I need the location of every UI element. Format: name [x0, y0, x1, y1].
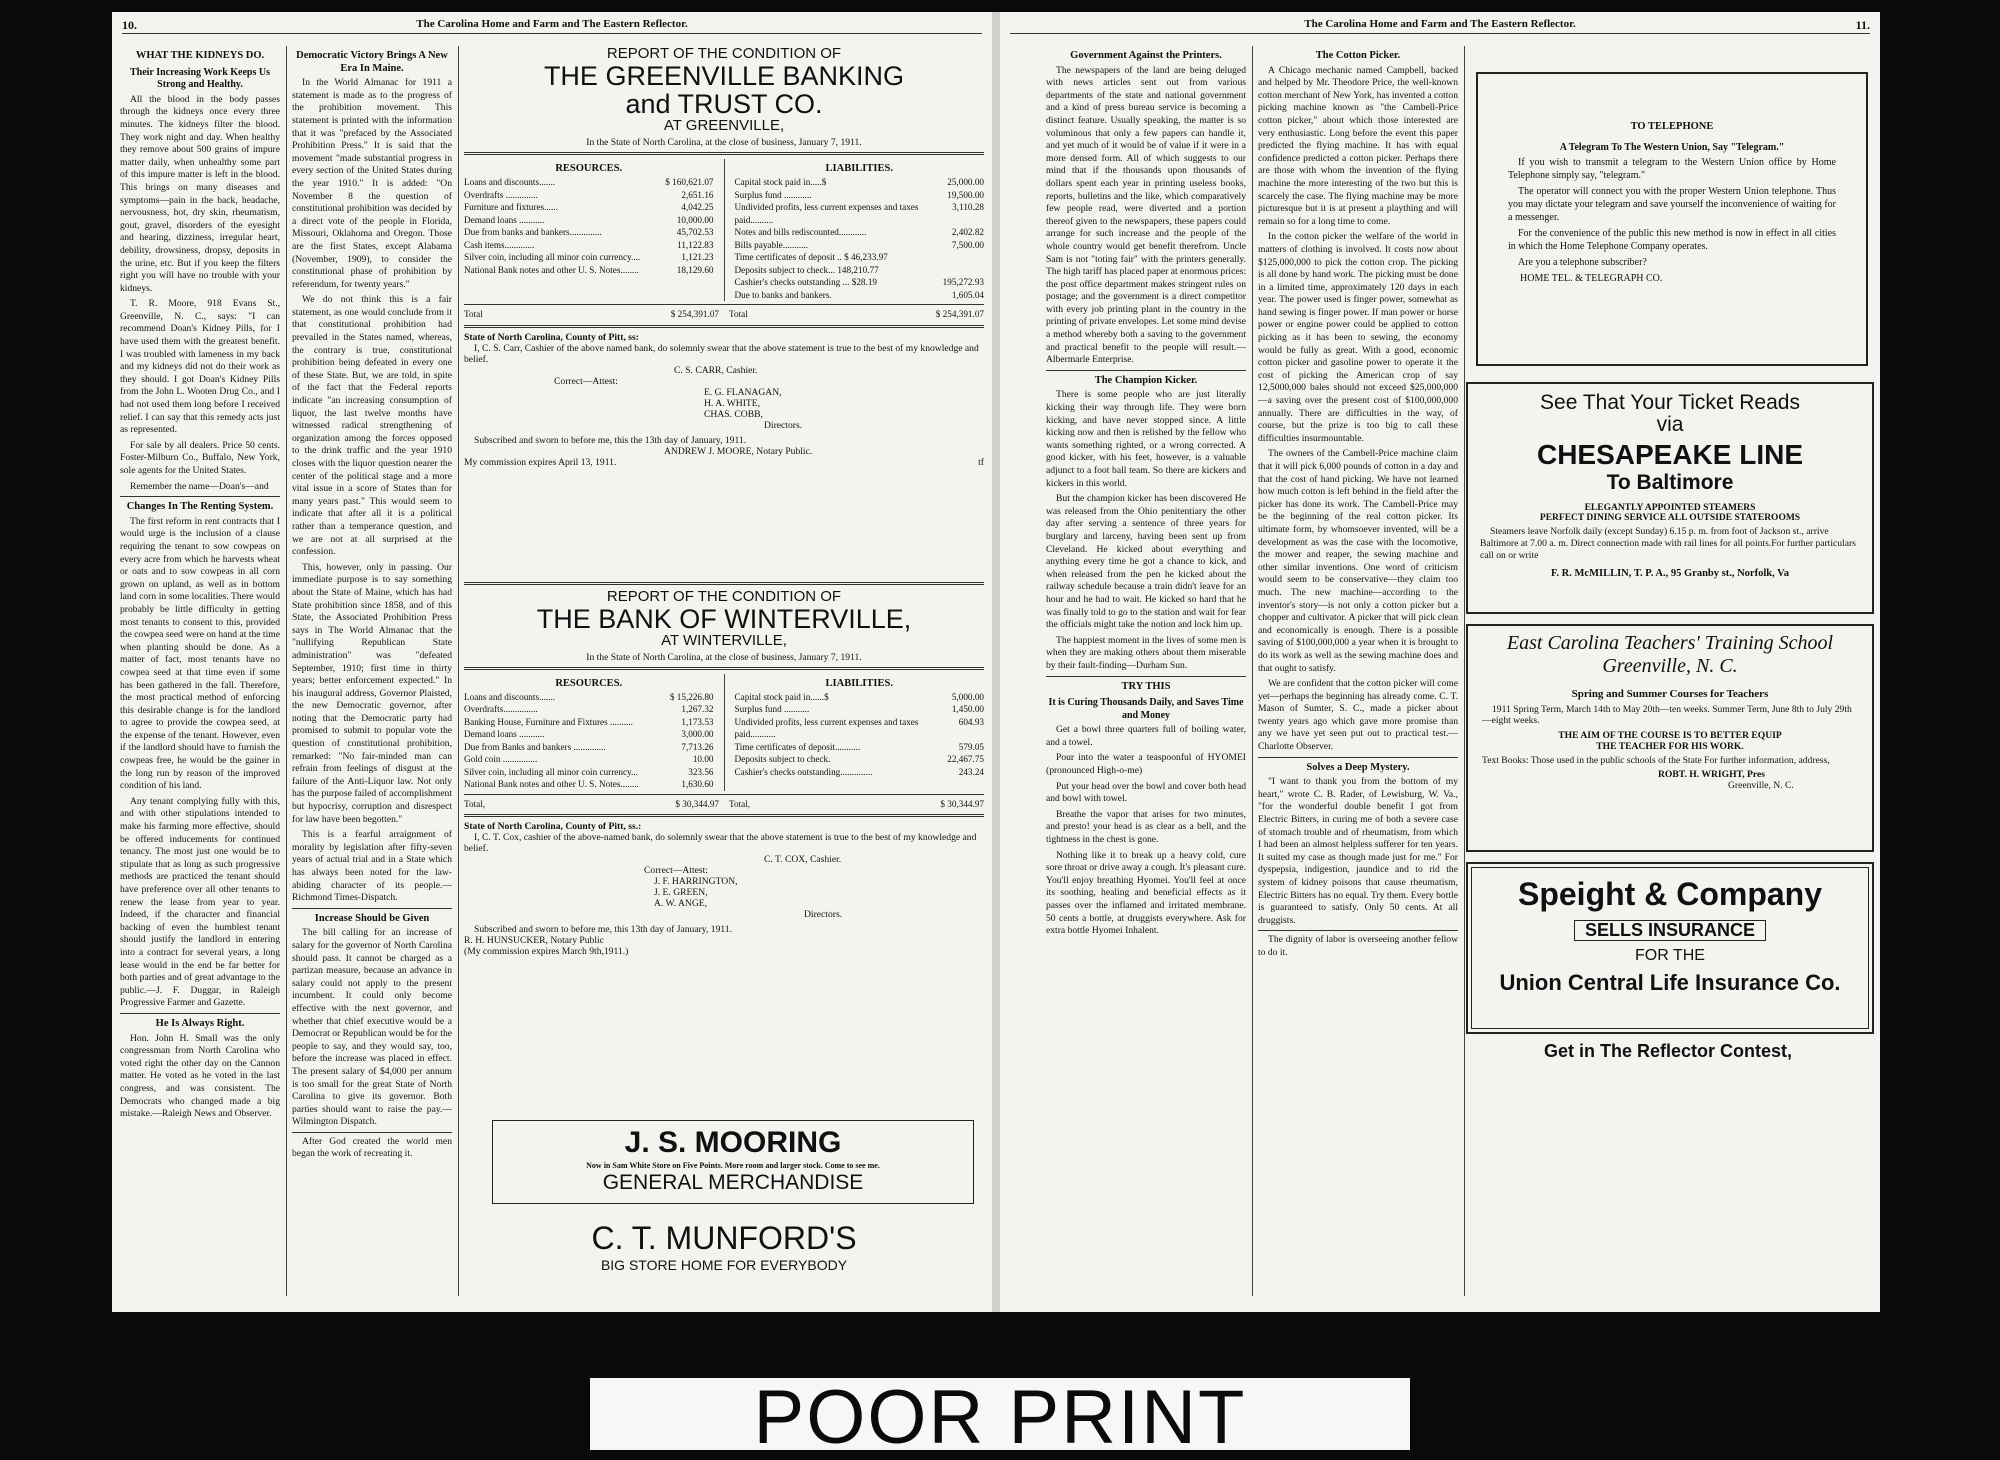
- democratic-title: Democratic Victory Brings A New Era In Maine.: [296, 50, 448, 74]
- school-place: Greenville, N. C.: [1602, 655, 1738, 677]
- bank1-attest: Correct—Attest:: [554, 375, 618, 387]
- ledger-row: [464, 728, 714, 741]
- bank2-director: A. W. ANGE,: [654, 898, 708, 910]
- bank1-resources: [464, 159, 714, 301]
- democratic-paragraph: In the World Almanac for 1911 a statement is made as to the progress of the prohibition movement. This statement is printed with the information that it was "prefaced by the Associated Prohibition Press." It is said that the movement "made substantial progress in every section of the United States during the year 1910." It is added: "On November 8 the question of constitutional prohibition was decided by a direct vote of the people in Florida, Missouri, Oklahoma and Oregon. Those are the first States, except Alabama (November, 1909), to consider the constitutional phase of prohibition by referendum, for twenty years.": [292, 77, 452, 290]
- mystery-paragraph: "I want to thank you from the bottom of my heart," wrote C. B. Rader, of Lewisburg, W. Va., "for the wonderful double benefit I got from Electric Bitters, in curing me of both a severe case of stomach trouble and of rheumatism, from which I had been an almost helpless sufferer for ten years. It suited my case as though made just for me." For dyspepsia, indigestion, jaundice and to rid the system of kidney poisons that cause rheumatism, Electric Bitters has no equal. Try them. Every bottle is guaranteed to satisfy. Only 50 cents. At all druggists.: [1258, 776, 1458, 926]
- chesapeake-dining: PERFECT DINING SERVICE ALL OUTSIDE STATEROOMS: [1539, 512, 1801, 523]
- ledger-row: [735, 201, 985, 226]
- ledger-amount: 1,605.04: [951, 289, 984, 300]
- school-books: Text Books: Those used in the public schools of the State For further information, address,: [1482, 755, 1830, 766]
- bank2-attest: Correct—Attest:: [644, 865, 708, 877]
- speight-for: FOR THE: [1635, 947, 1705, 965]
- ledger-amount: 1,173.53: [681, 716, 714, 727]
- munford-name: C. T. MUNFORD'S: [591, 1220, 857, 1256]
- kicker-paragraph: There is some people who are just literally kicking their way through life. They were born kicking, and have never stopped since. A little kicking now and then is relished by the fellow who wants something righted, or a wrong corrected. A good kicker, with his feet, however, is a valuable adjunct to a foot ball team. So there are kickers and kickers in this world.: [1046, 389, 1246, 489]
- left-page: [112, 12, 992, 1312]
- ledger-row: [464, 703, 714, 716]
- telephone-title: TO TELEPHONE: [1630, 121, 1714, 132]
- ledger-row: [464, 264, 714, 277]
- kidneys-paragraph: Remember the name—Doan's—and: [130, 480, 269, 492]
- ledger-amount: 5,000.00: [951, 691, 984, 702]
- bank1-oath-heading: State of North Carolina, County of Pitt, ss:: [464, 331, 639, 343]
- ledger-row: [464, 778, 714, 791]
- ledger-amount: 1,267.32: [681, 704, 714, 715]
- ledger-item: Cashier's checks outstanding ... $28.19: [734, 277, 878, 288]
- ledger-item: Surplus fund ...........: [734, 704, 810, 715]
- bank2-directors-label: Directors.: [804, 909, 843, 921]
- ledger-row: [464, 251, 714, 264]
- bank2-resources: [464, 674, 714, 791]
- telephone-signature: HOME TEL. & TELEGRAPH CO.: [1520, 273, 1663, 284]
- cotton-paragraph: We are confident that the cotton picker will come yet—perhaps the beginning has already come. C. T. Mason of Sumter, S. C., made a picker about twenty years ago which gave more promise than any we have yet seen put out to practical test.—Charlotte Observer.: [1258, 678, 1458, 753]
- telephone-subtitle: A Telegram To The Western Union, Say "Telegram.": [1559, 142, 1785, 153]
- mooring-line: Now in Sam White Store on Five Points. More room and larger stock. Come to see me.: [586, 1160, 880, 1170]
- increase-paragraph: The bill calling for an increase of salary for the governor of North Carolina should pass. It cannot be charged as a partizan measure, because an advance in salary could not apply to the present incumbent. It could only become effective with the next governor, and whether that chief executive would be a Democrat or Republican would be for the people to say, and they would say, too, before the increase was placed in effect. The present salary of $4,000 per annum is too small for the great State of North Carolina to give its governor. Both parties should want to raise the pay.—Wilmington Dispatch.: [292, 927, 452, 1128]
- bank2-total: $ 30,344.97: [675, 798, 719, 809]
- ledger-item: Cashier's checks outstanding..............: [734, 766, 873, 777]
- mystery-paragraph: The dignity of labor is overseeing another fellow to do it.: [1258, 934, 1458, 958]
- bank1-resources-heading: RESOURCES.: [555, 163, 623, 175]
- munford-ad: [464, 1222, 984, 1272]
- kidneys-paragraph: All the blood in the body passes through the kidneys once every three minutes. The kidneys filter the blood. They work night and day. When healthy they remove about 500 grains of impure matter daily, when unhealthy some part of this impure matter is left in the blood. This brings on many diseases and symptoms—pain in the back, headache, nervousness, hot, dry skin, rheumatism, gout, gravel, disorders of the eyesight and hearing, dizziness, irregular heart, debility, drowsiness, dropsy, deposits in the urine, etc. But if you keep the filters right you will have no trouble with your kidneys.: [120, 93, 280, 294]
- bank1-name-2: and TRUST CO.: [625, 89, 823, 120]
- ledger-item: Undivided profits, less current expenses and taxes paid..........: [734, 202, 919, 225]
- ledger-item: Time certificates of deposit .. $ 46,233.97: [734, 252, 888, 263]
- left-running-head: [122, 18, 982, 34]
- bank1-oath: I, C. S. Carr, Cashier of the above named bank, do solemnly swear that the above statement is true to the best of my knowledge and belief.: [464, 342, 979, 365]
- left-column-1: [120, 46, 280, 1296]
- ledger-item: Surplus fund ............: [734, 189, 812, 200]
- bank1-state-line: In the State of North Carolina, at the close of business, January 7, 1911.: [586, 137, 862, 149]
- ledger-row: [464, 753, 714, 766]
- bank2-oath: I, C. T. Cox, cashier of the above-named bank, do solemnly swear that the above statement is true to the best of my knowledge and belief.: [464, 832, 977, 855]
- kidneys-paragraph: T. R. Moore, 918 Evans St., Greenville, N. C., says: "I can recommend Doan's Kidney Pills, for I have used them with the greatest benefit. I was troubled with lameness in my back and my kidneys did not do their work as they should. I got Doan's Kidney Pills from the John L. Wooten Drug Co., and I had not used them long before I received relief. I can say that this remedy acts just as represented.: [120, 298, 280, 436]
- bank1-report-label: REPORT OF THE CONDITION OF: [606, 45, 842, 62]
- ledger-item: Demand loans ...........: [464, 729, 545, 740]
- ledger-amount: 18,129.60: [676, 264, 714, 275]
- ledger-amount: 604.93: [958, 716, 984, 727]
- ledger-item: Notes and bills rediscounted............: [734, 227, 867, 238]
- bank1-director: E. G. FLANAGAN,: [704, 386, 782, 398]
- ledger-amount: 19,500.00: [947, 189, 984, 200]
- school-courses: Spring and Summer Courses for Teachers: [1571, 688, 1769, 700]
- ledger-amount: 1,121.23: [681, 252, 714, 263]
- ledger-amount: 25,000.00: [947, 177, 984, 188]
- bank1-sworn: Subscribed and sworn to before me, this the 13th day of January, 1911.: [474, 434, 747, 446]
- ledger-amount: $ 15,226.80: [669, 691, 714, 702]
- school-aim-2: THE TEACHER FOR HIS WORK.: [1596, 741, 1744, 752]
- try-this-paragraph: Put your head over the bowl and cover both head and bowl with towel.: [1046, 780, 1246, 805]
- cotton-paragraph: The owners of the Cambell-Price machine claim that it will pick 6,000 pounds of cotton in a day and that the cost of hand picking. We have not learned how much cotton is left behind in the field after the picker has done its work. The Cambell-Price may be the beginning of the real cotton picker. Its ultimate form, by whomsoever invented, will be a development as was the case with the locomotive, the mower and reaper, the sewing machine and other similar inventions. One word of criticism would seem to be conservative—they claim too much. The new machine—according to the inventor's story—is not only a cotton picker but a chopper and cultivator. A picker that will pick clean and economically is enough. There is a possible saving of $100,000,000 a year when it is brought to do its work as well as the sewing machine does and that ought to satisfy.: [1258, 448, 1458, 674]
- chesapeake-name: CHESAPEAKE LINE: [1536, 439, 1804, 471]
- bank2-report-label: REPORT OF THE CONDITION OF: [606, 588, 842, 605]
- bank1-place: AT GREENVILLE,: [663, 117, 785, 135]
- ledger-row: [735, 264, 985, 277]
- bank2-liabilities: [735, 674, 985, 791]
- bank1-total-label: Total: [464, 309, 483, 320]
- try-this-paragraph: Breathe the vapor that arises for two minutes, and presto! your head is as clear as a bell, and the tightness in the chest is gone.: [1046, 808, 1246, 846]
- school-signer-place: Greenville, N. C.: [1728, 780, 1794, 791]
- bank2-liabilities-heading: LIABILITIES.: [825, 677, 893, 689]
- ledger-item: Overdrafts ..............: [464, 189, 538, 200]
- ledger-row: [735, 276, 985, 289]
- kicker-title: The Champion Kicker.: [1094, 374, 1198, 386]
- ledger-amount: 195,272.93: [942, 277, 984, 288]
- try-this-paragraph: Pour into the water a teaspoonful of HYOMEI (pronounced High-o-me): [1046, 752, 1246, 777]
- school-signer: ROBT. H. WRIGHT, Pres: [1658, 769, 1765, 780]
- ledger-row: [735, 289, 985, 302]
- ledger-row: [735, 691, 985, 704]
- ledger-row: [735, 753, 985, 766]
- ledger-item: Bills payable...........: [734, 239, 808, 250]
- bank1-name: THE GREENVILLE BANKING: [543, 60, 905, 91]
- ledger-row: [464, 239, 714, 252]
- bank2-total-label: Total,: [464, 798, 486, 809]
- left-column-2: [292, 46, 452, 1296]
- chesapeake-body: Steamers leave Norfolk daily (except Sunday) 6.15 p. m. from foot of Jackson st., arrive Baltimore at 7.00 a. m. Direct connection made with rail lines for all points.For further particulars call on or write: [1480, 525, 1856, 561]
- telephone-paragraph: Are you a telephone subscriber?: [1518, 257, 1647, 268]
- ledger-row: [464, 741, 714, 754]
- speight-company: Union Central Life Insurance Co.: [1499, 970, 1841, 996]
- mystery-title: Solves a Deep Mystery.: [1306, 761, 1410, 773]
- kicker-paragraph: The happiest moment in the lives of some men is when they are making others about them miserable by their fault-finding—Durham Sun.: [1046, 634, 1246, 671]
- try-this-paragraph: Nothing like it to break up a heavy cold, cure sore throat or drive away a cough. It's pleasant cure. You'll enjoy breathing Hyomei. You'll feel at once its soothing, healing and beneficial effects as it passes over the inflamed and irritated membrane. 50 cents a bottle, at druggists everywhere. Ask for extra bottle Hyomei Inhalent.: [1046, 849, 1246, 937]
- greenville-bank-report: [464, 46, 984, 469]
- bank1-total-label: Total: [729, 309, 748, 320]
- ledger-item: Time certificates of deposit...........: [734, 741, 861, 752]
- ledger-row: [735, 239, 985, 252]
- bank1-liabilities-heading: LIABILITIES.: [825, 163, 893, 175]
- ledger-amount: 2,651.16: [681, 189, 714, 200]
- school-ad: [1466, 624, 1874, 852]
- bank1-commission: My commission expires April 13, 1911.: [464, 456, 617, 468]
- ledger-item: National Bank notes and other U. S. Notes........: [464, 779, 639, 790]
- cotton-paragraph: A Chicago mechanic named Campbell, backed and helped by Mr. Theodore Price, the well-known cotton merchant of New York, has invented a cotton picking machine known as "the Cambell-Price cotton picker," about which those interested are very enthusiastic. Long before the event this paper predicted the flying machine. It has with equal confidence predicted a cotton picker. Perhaps there are those with whom the invention of the flying machine the more interesting of the two but this is scarcely the case. The flying machine may be more picturesque but it is at present a plaything and will remain so for a long time to come.: [1258, 64, 1458, 227]
- ledger-item: National Bank notes and other U. S. Notes........: [464, 264, 639, 275]
- telephone-paragraph: If you wish to transmit a telegram to the Western Union office by Home Telephone simply say, "telegram.": [1508, 157, 1836, 181]
- ledger-amount: $ 160,621.07: [665, 177, 714, 188]
- ledger-item: Deposits subject to check... 148,210.77: [734, 264, 879, 275]
- ledger-item: Furniture and fixtures......: [464, 202, 558, 213]
- right-column-2: [1258, 46, 1458, 1296]
- telephone-paragraph: For the convenience of the public this new method is now in effect in all cities in which the Home Telephone Company operates.: [1508, 228, 1836, 252]
- ledger-row: [464, 716, 714, 729]
- government-paragraph: The newspapers of the land are being deluged with news articles sent out from various departments of the state and national government and a kind of press bureau service is becoming a distinct feature. Usually speaking, the matter is so voluminous that only a few papers can handle it, and yet much of it would be of value if it were in a more densed form. All of which suggests to our mind that if the thousands upon thousands of dollars spent each year in printing useless books, reports, bulletins and the like, which comparatively few people read, were diverted and a portion thereof given to the newspapers, these papers could arrange for such increase and the people of the whole country would get benefit therefrom. Uncle Sam is not "toting fair" with the printers generally. The high tariff has placed paper at enormous prices: the post office department makes stringent rules on postage; and the government is a direct competitor with every job printing plant in the country in the printing of private envelopes. Let some mind devise a method whereby both a saving to the government and practical benefit to the people will result.—Albermarle Enterprise.: [1046, 64, 1246, 366]
- telephone-notice: [1476, 72, 1868, 366]
- bank2-director: J. E. GREEN,: [654, 887, 708, 899]
- democratic-paragraph: This, however, only in passing. Our immediate purpose is to say something about the State of Maine, which has had State prohibition since 1858, and of this State, the Associated Prohibition Press says in The World Almanac that the "nullifying Republican State administration" was "defeated September, 1910; first time in thirty years; better enforcement expected." In his inaugural address, Governor Plaisted, the new Democratic governor, after noting that the Democratic party had promised to submit to popular vote the question of constitutional prohibition, remarked: "No fair-minded man can refrain from feelings of disgust at the failure of the Anti-Liquor law. Not only has the purpose failed of accomplishment but hypocrisy, corruption and disrespect for law have been begotten.": [292, 561, 452, 825]
- mooring-ad: [492, 1120, 974, 1204]
- column-rule: [286, 46, 287, 1296]
- ledger-amount: 10.00: [692, 754, 714, 765]
- ledger-amount: 243.24: [958, 766, 984, 777]
- ledger-amount: 7,500.00: [951, 239, 984, 250]
- ledger-row: [464, 201, 714, 214]
- bank1-liabilities: [735, 159, 985, 301]
- ledger-item: Due from Banks and bankers ..............: [464, 741, 606, 752]
- bank2-resources-heading: RESOURCES.: [555, 677, 623, 689]
- school-aim-1: THE AIM OF THE COURSE IS TO BETTER EQUIP: [1558, 730, 1782, 741]
- left-running-title: The Carolina Home and Farm and The Eastern Reflector.: [416, 18, 688, 30]
- right-running-head: [1010, 18, 1870, 34]
- bank1-total: $ 254,391.07: [670, 309, 719, 320]
- column-rule: [1464, 46, 1465, 1296]
- bank2-sworn: Subscribed and sworn to before me, this 13th day of January, 1911.: [474, 924, 733, 936]
- mooring-tagline: GENERAL MERCHANDISE: [602, 1170, 864, 1194]
- always-right-title: He Is Always Right.: [155, 1017, 245, 1029]
- page-gutter: [992, 12, 1000, 1312]
- increase-title: Increase Should be Given: [314, 912, 430, 924]
- mooring-name: J. S. MOORING: [624, 1126, 842, 1159]
- ledger-amount: 22,467.75: [947, 754, 984, 765]
- ledger-item: Deposits subject to check.: [734, 754, 831, 765]
- winterville-bank-report: [464, 582, 984, 957]
- ledger-row: [464, 226, 714, 239]
- chesapeake-steamers: ELEGANTLY APPOINTED STEAMERS: [1584, 502, 1756, 513]
- bank1-directors-label: Directors.: [764, 419, 803, 431]
- ledger-item: Due from banks and bankers..............: [464, 227, 602, 238]
- always-right-paragraph: Hon. John H. Small was the only congressman from North Carolina who voted right the other day on the Cannon matter. He voted as he voted in the last congress, and was consistent. The Democrats who changed made a big mistake.—Raleigh News and Observer.: [120, 1032, 280, 1120]
- ledger-row: [464, 766, 714, 779]
- bank1-director: H. A. WHITE,: [704, 397, 761, 409]
- bank2-director: J. F. HARRINGTON,: [654, 876, 738, 888]
- ledger-row: [735, 251, 985, 264]
- kicker-paragraph: But the champion kicker has been discovered He was released from the Ohio penitentiary the other day after serving a sentence of three years for burglary and larceny, having been sent up from Cleveland. He kicked about everything and anything every time he got a chance to kick, and when released from the pen he kicked about the railway schedule because a train didn't leave for an hour and he had to wait. He kicked so hard that he was finally told to go to the station and wait for fear the officials might take the notion and lock him up.: [1046, 493, 1246, 631]
- bank2-notary: R. H. HUNSUCKER, Notary Public: [464, 935, 604, 947]
- ledger-amount: 323.56: [688, 766, 714, 777]
- cotton-title: The Cotton Picker.: [1315, 50, 1401, 61]
- kidneys-title: WHAT THE KIDNEYS DO.: [135, 50, 265, 61]
- bank1-director: CHAS. COBB,: [704, 408, 763, 420]
- column-rule: [1252, 46, 1253, 1296]
- democratic-paragraph: We do not think this is a fair statement, as one would conclude from it that constitutional prohibition had prevailed in the States named, whereas, the contrary is true, constitutional prohibition being defeated in every one of these State. But, we are told, in spite of the fact that the Federal reports indicate "an increasing consumption of liquor, the last twelve months have witnessed radical strengthening of organization among the forces opposed to the drink traffic and the year 1910 closes with the liquor question nearer the center of the political stage and a more vital issue in a score of States than for many years past." This would seem to indicate that after all it is a political rather than a temperance question, and we are not at all surprised at the confession.: [292, 294, 452, 558]
- ledger-row: [735, 766, 985, 779]
- chesapeake-to: To Baltimore: [1606, 471, 1734, 495]
- ledger-amount: 10,000.00: [676, 214, 714, 225]
- ledger-amount: 11,122.83: [677, 239, 714, 250]
- left-page-number: 10.: [122, 18, 137, 32]
- ledger-row: [464, 189, 714, 202]
- right-running-title: The Carolina Home and Farm and The Eastern Reflector.: [1304, 18, 1576, 30]
- ledger-item: Demand loans ...........: [464, 214, 545, 225]
- bank1-notary: ANDREW J. MOORE, Notary Public.: [664, 445, 813, 457]
- ledger-row: [464, 691, 714, 704]
- chesapeake-ad: [1466, 382, 1874, 614]
- telephone-paragraph: The operator will connect you with the proper Western Union telephone. Thus you may dictate your telegram and save yourself the inconvenience of waiting for a messenger.: [1508, 186, 1836, 223]
- ledger-item: Silver coin, including all minor coin currency....: [464, 252, 641, 263]
- bank2-signer: C. T. COX, Cashier.: [764, 854, 842, 866]
- ledger-amount: 579.05: [958, 741, 984, 752]
- ledger-amount: 45,702.53: [676, 227, 714, 238]
- ledger-item: Banking House, Furniture and Fixtures ..........: [464, 716, 633, 727]
- ledger-row: [735, 176, 985, 189]
- try-this-title: TRY THIS: [1121, 680, 1171, 692]
- ledger-row: [464, 214, 714, 227]
- speight-sells-box: [1574, 920, 1766, 942]
- right-column-1: [1046, 46, 1246, 1296]
- renting-title: Changes In The Renting System.: [126, 501, 274, 513]
- right-page-number: 11.: [1855, 18, 1870, 32]
- ledger-amount: 2,402.82: [951, 227, 984, 238]
- ledger-item: Due to banks and bankers.: [734, 289, 832, 300]
- ledger-item: Capital stock paid in......$: [734, 691, 829, 702]
- ledger-row: [735, 741, 985, 754]
- right-page: [1000, 12, 1880, 1312]
- column-rule: [458, 46, 459, 1296]
- kidneys-paragraph: For sale by all dealers. Price 50 cents. Foster-Milburn Co., Buffalo, New York, sole agents for the United States.: [120, 439, 280, 476]
- ledger-row: [735, 226, 985, 239]
- munford-tagline: BIG STORE HOME FOR EVERYBODY: [600, 1256, 848, 1273]
- ledger-amount: 4,042.25: [681, 202, 714, 213]
- ledger-item: Overdrafts...............: [464, 704, 538, 715]
- renting-paragraph: Any tenant complying fully with this, and with other stipulations intended to make his farming more effective, should be offered inducements for continued tenancy. The most just one would be to stipulate that as long as such progressive methods are practiced the tenant should have preference over all other tenants to renew the lease from year to year. Indeed, if the character and financial backing of even the humblest tenant should justify the landlord in entering into a contract for several years, a long lease would in the end be far better for both parties and of great advantage to the public.—J. F. Duggar, in Raleigh Progressive Farmer and Gazette.: [120, 795, 280, 1009]
- speight-sells: SELLS INSURANCE: [1584, 919, 1755, 940]
- chesapeake-line1: See That Your Ticket Reads: [1540, 391, 1800, 414]
- renting-paragraph: The first reform in rent contracts that I would urge is the inclusion of a clause requiring the tenant to sow cowpeas on every acre from which he harvests wheat or oats and to sow cowpeas in all corn grown on upland, as well as in bottom land corn in some localities. There would probably be little difficulty in getting most tenants to consent to this, provided the cowpea seed were on hand at the time when planting should be done. As a matter of fact, most tenants have no cowpea seed at that time even if some has been gathered in the fall. Therefore, the most practical method of enforcing this desirable change is for the landlord to agree to provide the cowpea seed, at the expense of the tenant. However, even if the landlord should have to furnish the cowpeas free, he would be the gainer in the long run by reason of the improved condition of his land.: [120, 515, 280, 792]
- ledger-amount: 3,110.28: [952, 202, 984, 213]
- school-name: East Carolina Teachers' Training School: [1506, 632, 1834, 654]
- ledger-item: Capital stock paid in.....$: [734, 177, 827, 188]
- ledger-row: [735, 189, 985, 202]
- speight-ad: [1466, 862, 1874, 1034]
- bank2-oath-heading: State of North Carolina, County of Pitt, ss.:: [464, 821, 642, 833]
- ledger-item: Loans and discounts.......: [464, 691, 556, 702]
- try-this-paragraph: Get a bowl three quarters full of boiling water, and a towel.: [1046, 724, 1246, 748]
- ledger-row: [464, 176, 714, 189]
- chesapeake-line2: via: [1656, 413, 1684, 437]
- bank2-total-label: Total,: [729, 798, 751, 809]
- kidneys-subtitle: Their Increasing Work Keeps Us Strong and Healthy.: [129, 66, 270, 91]
- increase-paragraph: After God created the world men began the work of recreating it.: [292, 1135, 452, 1160]
- bank1-signer: C. S. CARR, Cashier.: [674, 364, 758, 376]
- ledger-amount: 3,000.00: [681, 729, 714, 740]
- bank2-place: AT WINTERVILLE,: [661, 632, 787, 650]
- ledger-amount: 7,713.26: [681, 741, 714, 752]
- bank2-state-line: In the State of North Carolina, at the close of business, January 7, 1911.: [586, 651, 862, 663]
- speight-name: Speight & Company: [1517, 876, 1822, 912]
- ledger-amount: 1,450.00: [951, 704, 984, 715]
- bank1-tf: tf: [978, 456, 984, 468]
- bank1-total: $ 254,391.07: [935, 309, 984, 320]
- reflector-contest: Get in The Reflector Contest,: [1543, 1041, 1793, 1061]
- try-this-subtitle: It is Curing Thousands Daily, and Saves Time and Money: [1048, 697, 1244, 721]
- ledger-item: Silver coin, including all minor coin currency...: [464, 766, 638, 777]
- bank2-total: $ 30,344.97: [940, 798, 984, 809]
- ledger-item: Undivided profits, less current expenses and taxes paid...........: [734, 716, 919, 740]
- ledger-item: Cash items.............: [464, 239, 535, 250]
- bank2-name: THE BANK OF WINTERVILLE,: [536, 603, 912, 634]
- ledger-row: [735, 703, 985, 716]
- cotton-paragraph: In the cotton picker the welfare of the world in matters of clothing is involved. It costs now about $125,000,000 to pick the cotton crop. The picking is all done by hand work. The picking must be done in a limited time, approximately 120 days in each year. The power used is finger power, somewhat as hand sewing is finger power. If man power or horse power or engine power could be applied to cotton picking as it has been to sewing, the economy would be fully as great. With a good, economic cotton picker and gasoline power to operate it the cost of picking the American crop of say 12,5000,000 bales should not exceed $25,000,000—a saving over the present cost of $100,000,000 annually. There are difficulties in the way, of course, but the prize is too big to call these difficulties insurmountable.: [1258, 231, 1458, 444]
- democratic-paragraph: This is a fearful arraignment of morality by legislation after fifty-seven years of actual trial and in a State which has always been noted for the law-abiding character of its people.—Richmond Times-Dispatch.: [292, 829, 452, 904]
- chesapeake-agent: F. R. McMILLIN, T. P. A., 95 Granby st., Norfolk, Va: [1550, 567, 1790, 579]
- school-terms: 1911 Spring Term, March 14th to May 20th—ten weeks. Summer Term, June 8th to July 29th—eight weeks.: [1482, 704, 1852, 726]
- ledger-amount: 1,630.60: [681, 779, 714, 790]
- government-title: Government Against the Printers.: [1070, 50, 1222, 61]
- ledger-item: Gold coin ...............: [464, 754, 538, 765]
- ledger-item: Loans and discounts.......: [464, 177, 556, 188]
- poor-print-label: POOR PRINT: [590, 1378, 1410, 1450]
- ledger-row: [735, 716, 985, 741]
- bank2-commission: (My commission expires March 9th,1911.): [464, 946, 629, 958]
